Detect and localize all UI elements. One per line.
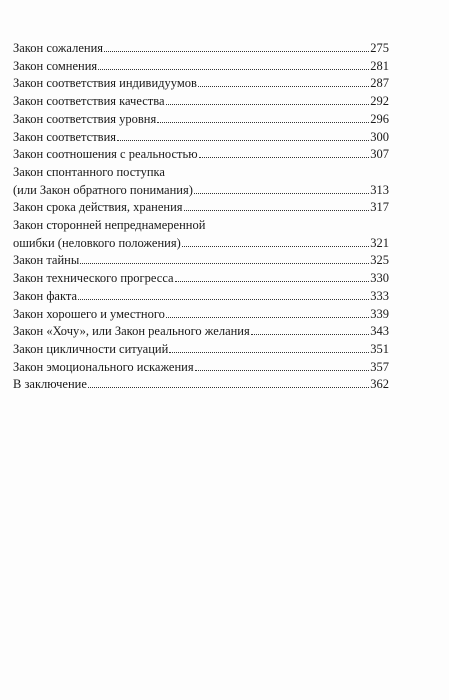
toc-page-number: 325 xyxy=(370,253,389,268)
dot-leader xyxy=(98,69,369,70)
toc-entry xyxy=(13,199,389,217)
dot-leader xyxy=(184,210,370,211)
toc-entry-line xyxy=(13,146,389,164)
toc-entry-title: Закон тайны xyxy=(13,253,80,268)
toc-page-number: 317 xyxy=(370,200,389,215)
toc-entry xyxy=(13,306,389,324)
dot-leader xyxy=(194,193,369,194)
toc-page-number: 292 xyxy=(370,94,389,109)
toc-entry xyxy=(13,93,389,111)
toc-entry-title: Закон технического прогресса xyxy=(13,271,174,286)
dot-leader xyxy=(117,140,369,141)
toc-entry-line xyxy=(13,323,389,341)
toc-entry-line xyxy=(13,182,389,200)
toc-page-number: 307 xyxy=(370,147,389,162)
toc-entry-title: Закон соответствия xyxy=(13,129,117,144)
toc-entry-line xyxy=(13,93,389,111)
toc-entry-title: Закон хорошего и уместного xyxy=(13,306,165,321)
dot-leader xyxy=(251,334,370,335)
dot-leader xyxy=(166,317,369,318)
toc-entry xyxy=(13,359,389,377)
toc-entry-line xyxy=(13,376,389,394)
dot-leader xyxy=(198,86,369,87)
toc-entry xyxy=(13,129,389,147)
toc-page-number: 281 xyxy=(370,58,389,73)
toc-page-number: 357 xyxy=(370,359,389,374)
toc-entry-line xyxy=(13,58,389,76)
toc-entry-title: Закон факта xyxy=(13,288,78,303)
toc-entry-title: Закон сожаления xyxy=(13,41,104,55)
toc-entry xyxy=(13,40,389,58)
toc-page-number: 351 xyxy=(370,341,389,356)
toc-entry xyxy=(13,146,389,164)
table-of-contents xyxy=(13,40,389,394)
dot-leader xyxy=(199,157,370,158)
toc-entry-title: Закон сомнения xyxy=(13,58,98,73)
toc-entry xyxy=(13,252,389,270)
toc-page-number: 275 xyxy=(370,41,389,55)
toc-entry-title: Закон соответствия уровня xyxy=(13,111,157,126)
toc-entry-line xyxy=(13,270,389,288)
toc-page-number: 330 xyxy=(370,271,389,286)
toc-page-number: 343 xyxy=(370,324,389,339)
toc-entry-title: Закон срока действия, хранения xyxy=(13,200,183,215)
toc-page-number: 313 xyxy=(370,182,389,197)
dot-leader xyxy=(78,299,369,300)
toc-page-number: 339 xyxy=(370,306,389,321)
toc-entry-title: Закон соотношения с реальностью xyxy=(13,147,198,162)
toc-entry xyxy=(13,58,389,76)
dot-leader xyxy=(169,352,369,353)
toc-entry xyxy=(13,323,389,341)
toc-entry-line xyxy=(13,306,389,324)
toc-entry xyxy=(13,217,389,252)
toc-entry xyxy=(13,270,389,288)
toc-entry-line xyxy=(13,111,389,129)
toc-entry xyxy=(13,164,389,199)
dot-leader xyxy=(157,122,369,123)
toc-page-number: 333 xyxy=(370,288,389,303)
toc-page-number: 300 xyxy=(370,129,389,144)
toc-entry-line xyxy=(13,359,389,377)
toc-page-number: 321 xyxy=(370,235,389,250)
toc-entry-line xyxy=(13,235,389,253)
toc-entry-title: В заключение xyxy=(13,377,87,392)
toc-entry-line xyxy=(13,40,389,58)
toc-entry-line xyxy=(13,199,389,217)
toc-entry xyxy=(13,111,389,129)
toc-entry-title: Закон соответствия качества xyxy=(13,94,165,109)
toc-entry-line xyxy=(13,252,389,270)
dot-leader xyxy=(88,387,369,388)
toc-entry-title: Закон эмоционального искажения xyxy=(13,359,194,374)
dot-leader xyxy=(166,104,370,105)
toc-entry-line xyxy=(13,129,389,147)
toc-entry-title: (или Закон обратного понимания) xyxy=(13,182,193,197)
toc-entry-title: Закон «Хочу», или Закон реального желания xyxy=(13,324,250,339)
dot-leader xyxy=(182,246,370,247)
toc-entry-title-line: Закон спонтанного поступка xyxy=(13,164,165,179)
toc-entry xyxy=(13,376,389,394)
toc-entry-line xyxy=(13,341,389,359)
toc-page-number: 296 xyxy=(370,111,389,126)
toc-entry xyxy=(13,75,389,93)
dot-leader xyxy=(195,370,370,371)
toc-entry-line xyxy=(13,75,389,93)
toc-entry xyxy=(13,288,389,306)
toc-entry xyxy=(13,341,389,359)
toc-page-number: 362 xyxy=(370,377,389,392)
toc-entry-title: Закон соответствия индивидуумов xyxy=(13,76,197,91)
toc-entry-title: ошибки (неловкого положения) xyxy=(13,235,181,250)
toc-entry-title-line: Закон сторонней непреднамеренной xyxy=(13,218,206,233)
dot-leader xyxy=(80,263,369,264)
toc-entry-title: Закон цикличности ситуаций xyxy=(13,341,169,356)
dot-leader xyxy=(104,51,369,52)
toc-entry-line xyxy=(13,288,389,306)
dot-leader xyxy=(175,281,370,282)
toc-page-number: 287 xyxy=(370,76,389,91)
